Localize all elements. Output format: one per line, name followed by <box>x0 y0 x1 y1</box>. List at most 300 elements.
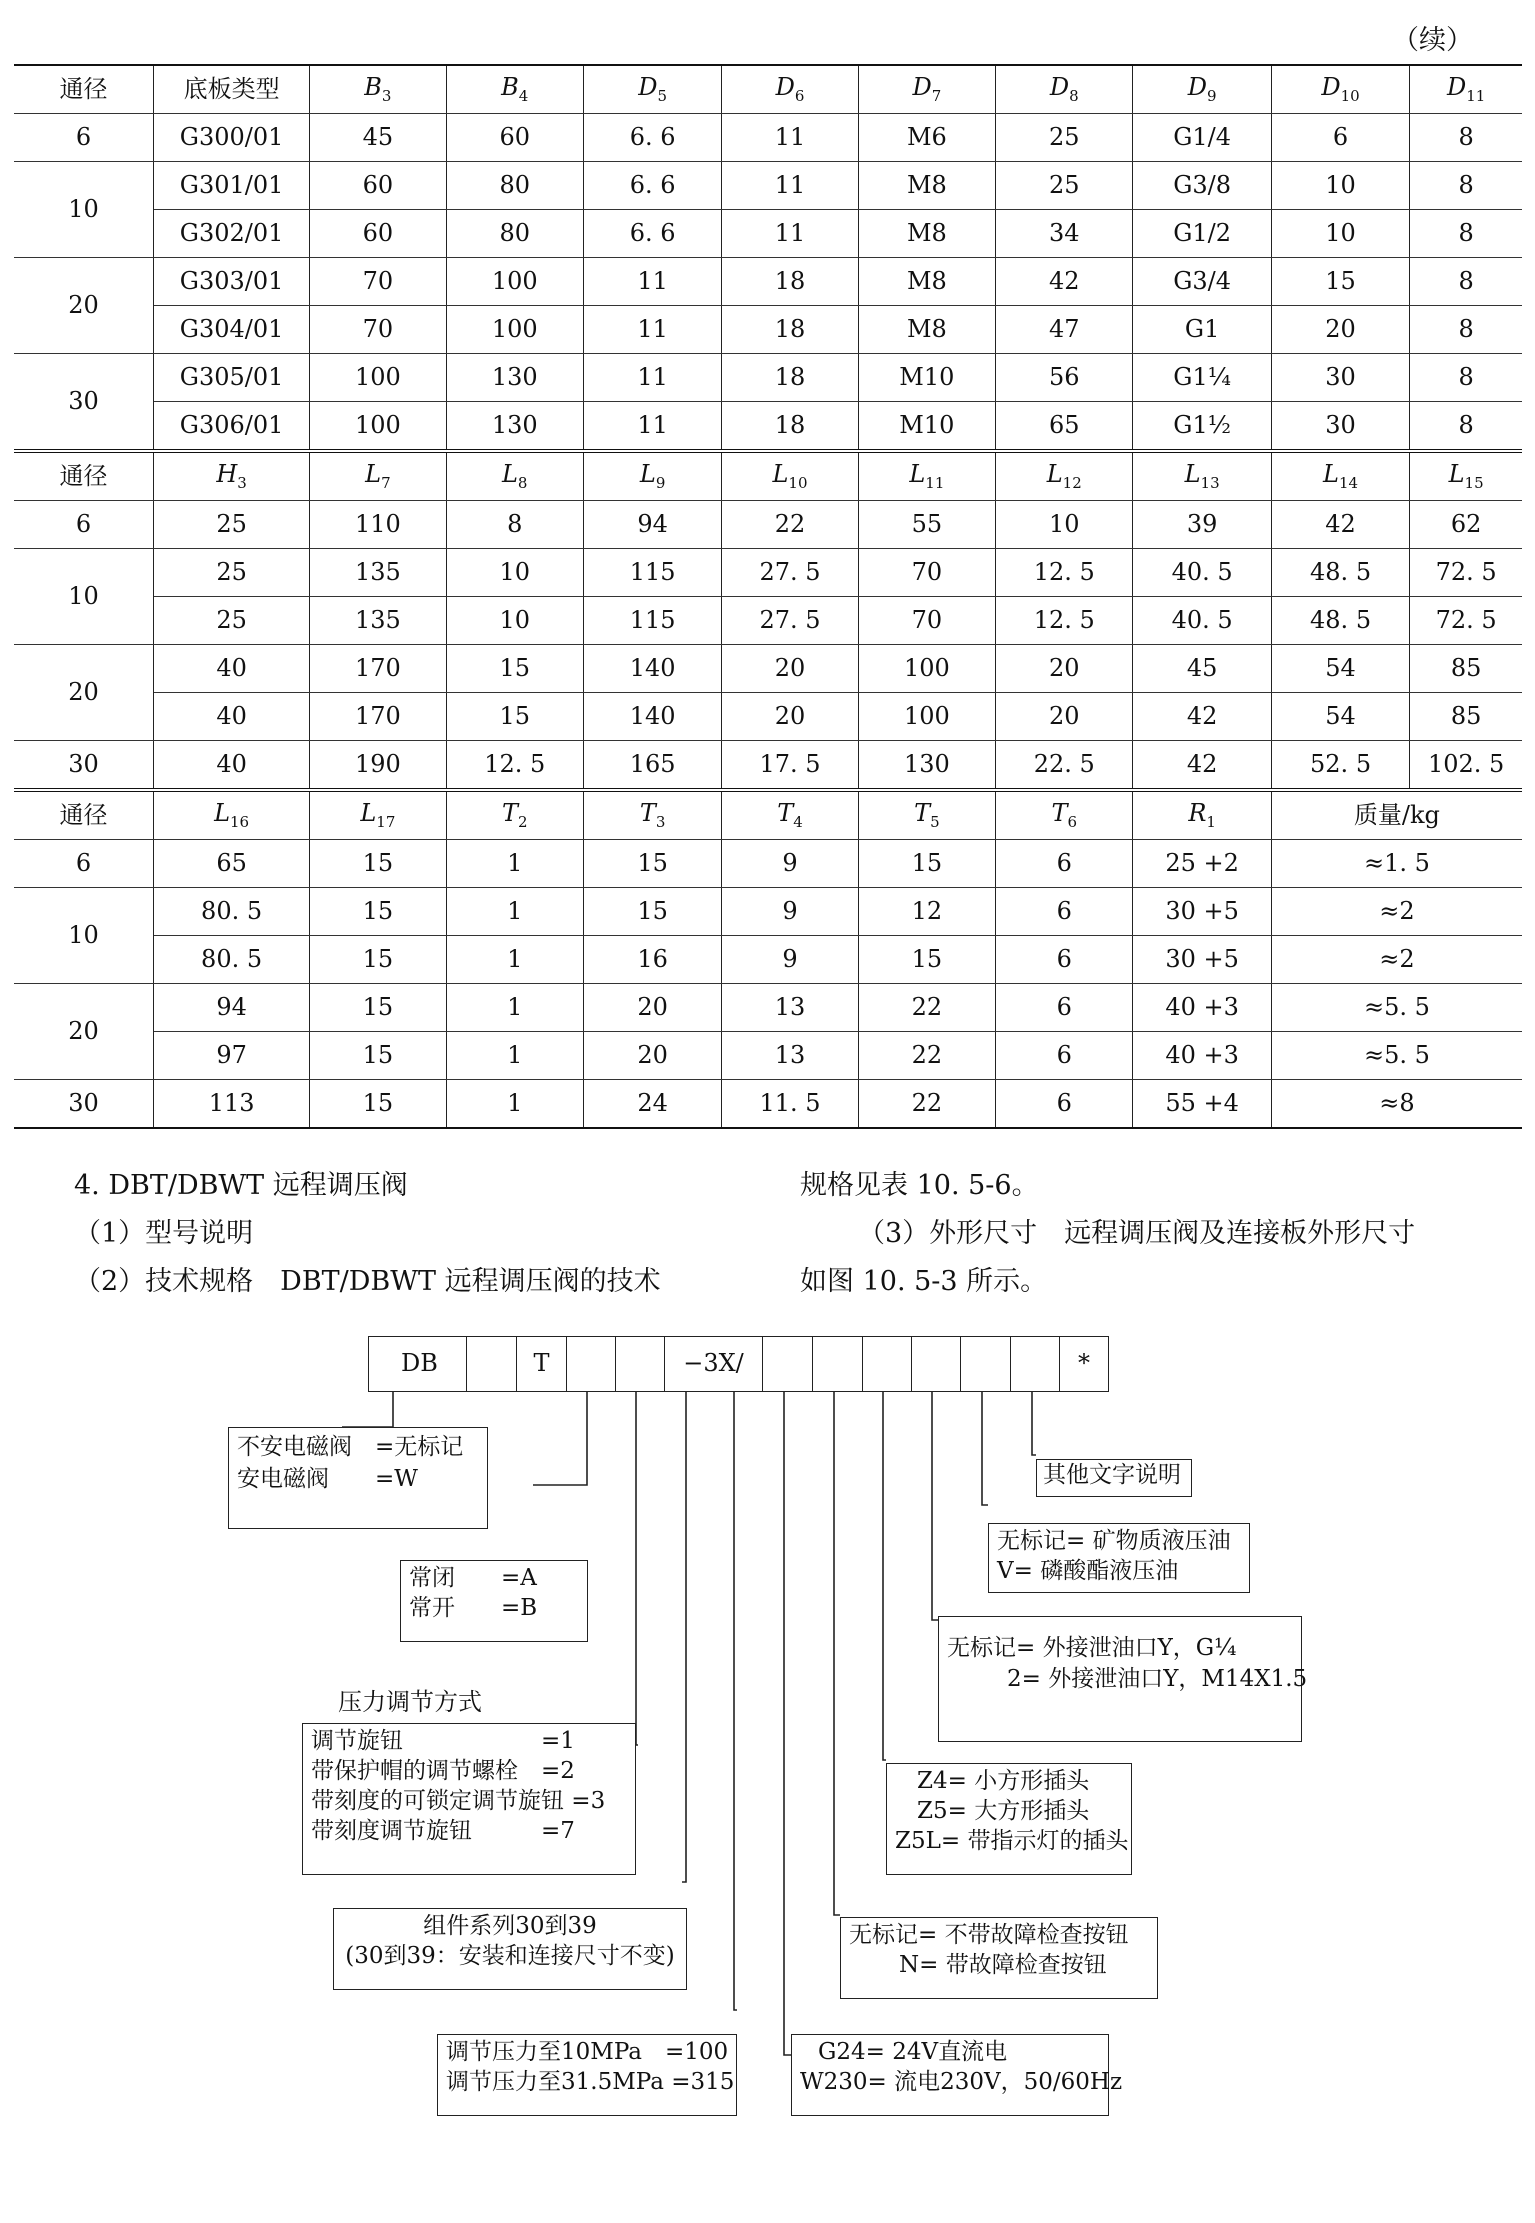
size-cell: 6 <box>14 501 153 549</box>
drain-option-box <box>938 1616 1308 1742</box>
table-cell: 6 <box>1271 114 1409 162</box>
table-cell: 8 <box>446 501 583 549</box>
column-header: 通径 <box>14 451 153 501</box>
table-cell: 10 <box>1271 210 1409 258</box>
table-cell: M10 <box>858 354 995 402</box>
table-cell: 62 <box>1410 501 1522 549</box>
option-line: 无标记= 不带故障检查按钮 <box>849 1922 1129 1948</box>
table-cell: ≈5. 5 <box>1271 984 1522 1032</box>
table-cell: 130 <box>858 741 995 791</box>
symbol-subscript: 6 <box>1067 813 1078 832</box>
table-cell: M8 <box>858 258 995 306</box>
table-cell: 15 <box>310 984 446 1032</box>
adjust-mode-box <box>302 1723 636 1875</box>
table-cell: 10 <box>1271 162 1409 210</box>
table-cell: 10 <box>446 549 583 597</box>
table-cell: 12 <box>858 888 995 936</box>
table-cell: 11 <box>583 402 721 452</box>
symbol-subscript: 4 <box>793 813 803 832</box>
table-cell: 65 <box>996 402 1133 452</box>
option-line: G24= 24V直流电 <box>818 2039 1008 2065</box>
code-cell <box>615 1336 665 1392</box>
symbol: L <box>501 460 518 489</box>
table-cell: 100 <box>446 258 583 306</box>
table-cell: 15 <box>446 693 583 741</box>
table-cell: 40 +3 <box>1133 984 1271 1032</box>
table-cell: 56 <box>996 354 1133 402</box>
table-cell: 42 <box>1133 693 1271 741</box>
symbol: D <box>1049 73 1070 102</box>
table-cell: 45 <box>310 114 446 162</box>
symbol: T <box>914 799 931 828</box>
table-cell: ≈5. 5 <box>1271 1032 1522 1080</box>
option-line: V= 磷酸酯液压油 <box>997 1557 1179 1584</box>
table-cell: 6 <box>996 888 1133 936</box>
symbol: R <box>1188 799 1207 828</box>
symbol: T <box>1051 799 1068 828</box>
table-cell: 25 <box>153 549 309 597</box>
continued-label: （续） <box>1392 25 1473 56</box>
symbol-subscript: 2 <box>517 813 528 832</box>
table-cell: 94 <box>153 984 309 1032</box>
symbol-subscript: 10 <box>1340 87 1360 106</box>
option-line: 常开 =B <box>409 1594 538 1621</box>
table-cell: G3/8 <box>1133 162 1271 210</box>
table-cell: M6 <box>858 114 995 162</box>
other-text-box <box>1036 1459 1192 1497</box>
symbol: B <box>501 73 519 102</box>
table-cell: G1¼ <box>1133 354 1271 402</box>
symbol-subscript: 5 <box>657 87 668 106</box>
symbol-subscript: 11 <box>925 474 945 493</box>
table-cell: 15 <box>583 888 721 936</box>
table-cell: 70 <box>310 258 446 306</box>
table-cell: G1 <box>1133 306 1271 354</box>
size-cell: 30 <box>14 354 153 452</box>
table-cell: 110 <box>310 501 446 549</box>
option-line: Z5= 大方形插头 <box>917 1797 1090 1824</box>
size-cell: 30 <box>14 1080 153 1129</box>
table-cell: 12. 5 <box>996 549 1133 597</box>
table-cell: 20 <box>722 693 858 741</box>
table-cell: 135 <box>310 549 446 597</box>
plug-option-box <box>886 1763 1132 1875</box>
table-cell: 140 <box>583 645 721 693</box>
table-cell: 22 <box>858 1080 995 1129</box>
table-cell: 8 <box>1410 114 1522 162</box>
option-line: 无标记= 矿物质液压油 <box>997 1528 1231 1554</box>
table-cell: 27. 5 <box>722 549 858 597</box>
size-cell: 10 <box>14 888 153 984</box>
table-cell: 8 <box>1410 258 1522 306</box>
option-line: 不安电磁阀 =无标记 <box>237 1434 464 1460</box>
table-cell: 55 <box>858 501 995 549</box>
symbol: D <box>1446 73 1467 102</box>
symbol: L <box>1323 460 1339 489</box>
column-header: 通径 <box>14 790 153 840</box>
size-cell: 10 <box>14 549 153 645</box>
table-cell: G303/01 <box>153 258 309 306</box>
table-cell: 48. 5 <box>1271 549 1409 597</box>
table-cell: 11 <box>722 210 858 258</box>
table-cell: 65 <box>153 840 309 888</box>
table-cell: 11 <box>583 258 721 306</box>
table-cell: 20 <box>996 693 1133 741</box>
size-cell: 20 <box>14 645 153 741</box>
table-cell: G306/01 <box>153 402 309 452</box>
symbol-subscript: 3 <box>381 87 392 106</box>
symbol: L <box>214 799 231 828</box>
table-cell: 39 <box>1133 501 1271 549</box>
column-header: 底板类型 <box>153 65 309 114</box>
table-cell: 34 <box>996 210 1133 258</box>
table-cell: 60 <box>310 210 446 258</box>
table-cell: 11 <box>583 306 721 354</box>
table-cell: 54 <box>1271 693 1409 741</box>
table-cell: M10 <box>858 402 995 452</box>
code-cell <box>812 1336 863 1392</box>
table-cell: 54 <box>1271 645 1409 693</box>
table-cell: 130 <box>446 354 583 402</box>
table-cell: 6. 6 <box>583 114 721 162</box>
table-cell: 13 <box>722 1032 858 1080</box>
symbol-subscript: 6 <box>794 87 805 106</box>
table-cell: 18 <box>722 402 858 452</box>
solenoid-option-box <box>228 1427 488 1529</box>
para-spec-ref: 规格见表 10. 5-6。 <box>800 1170 1039 1201</box>
table-cell: 20 <box>996 645 1133 693</box>
symbol: D <box>1321 73 1341 102</box>
table-cell: 40 <box>153 693 309 741</box>
table-cell: 17. 5 <box>722 741 858 791</box>
table-cell: 52. 5 <box>1271 741 1409 791</box>
table-cell: 130 <box>446 402 583 452</box>
symbol-subscript: 10 <box>788 474 808 493</box>
table-cell: 22. 5 <box>996 741 1133 791</box>
option-line: 安电磁阀 =W <box>237 1466 418 1493</box>
table-cell: 15 <box>310 1080 446 1129</box>
symbol: L <box>1448 460 1465 489</box>
para-model-note: （1）型号说明 <box>74 1218 254 1249</box>
symbol-subscript: 12 <box>1062 474 1082 493</box>
symbol: L <box>772 460 789 489</box>
table-cell: 40 <box>153 741 309 791</box>
table-cell: 94 <box>583 501 721 549</box>
table-cell: ≈1. 5 <box>1271 840 1522 888</box>
table-cell: 97 <box>153 1032 309 1080</box>
symbol-subscript: 15 <box>1464 474 1484 493</box>
table-cell: 190 <box>310 741 446 791</box>
table-cell: 27. 5 <box>722 597 858 645</box>
symbol-subscript: 11 <box>1466 87 1486 106</box>
option-line: W230= 流电230V，50/60Hz <box>800 2068 1123 2095</box>
table-cell: G300/01 <box>153 114 309 162</box>
code-cell: T <box>516 1336 567 1392</box>
table-cell: 85 <box>1410 693 1522 741</box>
symbol-subscript: 4 <box>518 87 529 106</box>
table-cell: 80 <box>446 210 583 258</box>
table-cell: 20 <box>583 984 721 1032</box>
symbol: B <box>364 73 382 102</box>
table-cell: 11 <box>583 354 721 402</box>
table-cell: 47 <box>996 306 1133 354</box>
code-cell <box>911 1336 961 1392</box>
option-line: 2= 外接泄油口Y，M14X1.5 <box>1007 1666 1308 1693</box>
table-cell: 100 <box>858 645 995 693</box>
symbol-subscript: 5 <box>930 813 940 832</box>
symbol-subscript: 3 <box>237 474 247 493</box>
table-cell: 9 <box>722 840 858 888</box>
table-cell: 20 <box>583 1032 721 1080</box>
table-cell: 12. 5 <box>446 741 583 791</box>
table-cell: 1 <box>446 888 583 936</box>
table-cell: 9 <box>722 888 858 936</box>
option-line: 无标记= 外接泄油口Y，G¼ <box>947 1635 1237 1661</box>
option-line: 带刻度调节旋钮 =7 <box>311 1817 575 1844</box>
symbol: L <box>1046 460 1063 489</box>
table-cell: 80. 5 <box>153 888 309 936</box>
table-cell: 8 <box>1410 402 1522 452</box>
table-cell: G1/4 <box>1133 114 1271 162</box>
table-cell: ≈8 <box>1271 1080 1522 1129</box>
symbol: L <box>909 460 926 489</box>
table-cell: 22 <box>722 501 858 549</box>
table-cell: 115 <box>583 597 721 645</box>
table-cell: M8 <box>858 306 995 354</box>
fluid-option-box <box>988 1523 1250 1593</box>
table-cell: 11. 5 <box>722 1080 858 1129</box>
table-cell: 170 <box>310 645 446 693</box>
table-cell: G301/01 <box>153 162 309 210</box>
para-dimensions: （3）外形尺寸 远程调压阀及连接板外形尺寸 <box>858 1218 1416 1249</box>
table-cell: G3/4 <box>1133 258 1271 306</box>
symbol-subscript: 17 <box>376 813 396 832</box>
normal-state-box <box>400 1560 588 1642</box>
table-cell: 1 <box>446 840 583 888</box>
table-cell: G1/2 <box>1133 210 1271 258</box>
table-cell: 15 <box>583 840 721 888</box>
option-line: 带刻度的可锁定调节旋钮 =3 <box>311 1787 606 1814</box>
table-cell: 15 <box>446 645 583 693</box>
adjust-mode-title: 压力调节方式 <box>338 1688 482 1716</box>
table-cell: 18 <box>722 306 858 354</box>
table-cell: 11 <box>722 162 858 210</box>
symbol-subscript: 16 <box>230 813 250 832</box>
symbol: L <box>639 460 656 489</box>
symbol-subscript: 8 <box>1069 87 1079 106</box>
table-cell: 30 <box>1271 402 1409 452</box>
table-cell: G305/01 <box>153 354 309 402</box>
table-cell: 8 <box>1410 306 1522 354</box>
table-cell: ≈2 <box>1271 888 1522 936</box>
code-cell <box>1010 1336 1060 1392</box>
table-cell: 135 <box>310 597 446 645</box>
section-heading: 4. DBT/DBWT 远程调压阀 <box>74 1170 408 1201</box>
column-header: 质量/kg <box>1271 790 1522 840</box>
table-cell: 100 <box>310 354 446 402</box>
symbol-subscript: 9 <box>655 474 666 493</box>
symbol: D <box>775 73 795 102</box>
table-cell: G304/01 <box>153 306 309 354</box>
table-cell: 22 <box>858 1032 995 1080</box>
table-cell: 12. 5 <box>996 597 1133 645</box>
table-cell: 85 <box>1410 645 1522 693</box>
table-cell: 1 <box>446 1080 583 1129</box>
code-cell: DB <box>368 1336 467 1392</box>
option-line: Z5L= 带指示灯的插头 <box>895 1827 1129 1854</box>
table-cell: 20 <box>1271 306 1409 354</box>
table-cell: 18 <box>722 258 858 306</box>
code-cell: −3X/ <box>664 1336 763 1392</box>
symbol: H <box>216 460 238 489</box>
symbol: T <box>777 799 794 828</box>
option-line: 调节压力至31.5MPa =315 <box>446 2068 735 2095</box>
table-cell: 40. 5 <box>1133 549 1271 597</box>
table-cell: 30 +5 <box>1133 888 1271 936</box>
table-cell: 16 <box>583 936 721 984</box>
symbol: L <box>360 799 377 828</box>
size-cell: 30 <box>14 741 153 791</box>
symbol: T <box>501 799 518 828</box>
symbol: D <box>638 73 658 102</box>
table-cell: 30 <box>1271 354 1409 402</box>
table-cell: 100 <box>446 306 583 354</box>
table-cell: 11 <box>722 114 858 162</box>
symbol: D <box>1187 73 1207 102</box>
table-cell: 1 <box>446 936 583 984</box>
table-cell: 42 <box>1271 501 1409 549</box>
table-cell: 70 <box>310 306 446 354</box>
para-tech-spec: （2）技术规格 DBT/DBWT 远程调压阀的技术 <box>74 1266 661 1297</box>
option-line: Z4= 小方形插头 <box>917 1768 1090 1794</box>
table-cell: 100 <box>310 402 446 452</box>
symbol-subscript: 1 <box>1206 813 1216 832</box>
symbol-subscript: 7 <box>931 87 942 106</box>
table-cell: 24 <box>583 1080 721 1129</box>
table-cell: 15 <box>858 840 995 888</box>
symbol-subscript: 7 <box>381 474 391 493</box>
code-cell <box>466 1336 517 1392</box>
table-cell: 115 <box>583 549 721 597</box>
table-cell: G1½ <box>1133 402 1271 452</box>
table-cell: 72. 5 <box>1410 597 1522 645</box>
symbol: L <box>1184 460 1201 489</box>
table-cell: 8 <box>1410 210 1522 258</box>
table-cell: 6 <box>996 1032 1133 1080</box>
symbol-subscript: 9 <box>1206 87 1217 106</box>
table-cell: 8 <box>1410 162 1522 210</box>
table-cell: G302/01 <box>153 210 309 258</box>
voltage-box <box>791 2034 1123 2116</box>
size-cell: 20 <box>14 984 153 1080</box>
table-cell: 15 <box>310 888 446 936</box>
table-cell: 1 <box>446 984 583 1032</box>
table-cell: 6 <box>996 1080 1133 1129</box>
code-cell <box>762 1336 813 1392</box>
table-cell: 13 <box>722 984 858 1032</box>
option-line: 常闭 =A <box>409 1565 537 1591</box>
table-cell: 18 <box>722 354 858 402</box>
column-header: 通径 <box>14 65 153 114</box>
table-cell: 80 <box>446 162 583 210</box>
table-cell: M8 <box>858 162 995 210</box>
option-line: 调节旋钮 =1 <box>311 1728 575 1754</box>
table-cell: 165 <box>583 741 721 791</box>
option-line: 带保护帽的调节螺栓 =2 <box>311 1757 575 1784</box>
option-line: 其他文字说明 <box>1043 1462 1181 1488</box>
table-cell: 42 <box>996 258 1133 306</box>
table-cell: 8 <box>1410 354 1522 402</box>
table-cell: 25 <box>153 501 309 549</box>
table-cell: 15 <box>310 1032 446 1080</box>
size-cell: 10 <box>14 162 153 258</box>
symbol-subscript: 8 <box>517 474 528 493</box>
table-cell: 102. 5 <box>1410 741 1522 791</box>
table-cell: 25 <box>996 162 1133 210</box>
symbol-subscript: 13 <box>1200 474 1220 493</box>
fault-button-box <box>840 1917 1158 1999</box>
symbol-subscript: 14 <box>1338 474 1359 493</box>
table-cell: 6. 6 <box>583 162 721 210</box>
table-cell: 10 <box>446 597 583 645</box>
table-cell: 170 <box>310 693 446 741</box>
symbol: L <box>365 460 382 489</box>
table-cell: 6 <box>996 936 1133 984</box>
symbol-subscript: 3 <box>655 813 666 832</box>
table-cell: 40 <box>153 645 309 693</box>
option-line: (30到39：安装和连接尺寸不变) <box>345 1942 675 1969</box>
code-cell <box>862 1336 912 1392</box>
table-cell: 20 <box>722 645 858 693</box>
table-cell: 1 <box>446 1032 583 1080</box>
table-cell: 113 <box>153 1080 309 1129</box>
table-cell: 6. 6 <box>583 210 721 258</box>
para-figure-ref: 如图 10. 5-3 所示。 <box>800 1266 1048 1297</box>
code-cell <box>960 1336 1011 1392</box>
table-cell: 30 +5 <box>1133 936 1271 984</box>
code-cell: * <box>1059 1336 1109 1392</box>
size-cell: 6 <box>14 840 153 888</box>
table-cell: 140 <box>583 693 721 741</box>
size-cell: 20 <box>14 258 153 354</box>
table-cell: 70 <box>858 597 995 645</box>
table-cell: 22 <box>858 984 995 1032</box>
table-cell: 15 <box>1271 258 1409 306</box>
table-cell: 60 <box>446 114 583 162</box>
table-cell: 15 <box>310 936 446 984</box>
table-cell: 6 <box>996 840 1133 888</box>
table-cell: 45 <box>1133 645 1271 693</box>
series-box <box>333 1908 687 1990</box>
table-cell: 40. 5 <box>1133 597 1271 645</box>
table-cell: 48. 5 <box>1271 597 1409 645</box>
code-cell <box>566 1336 616 1392</box>
table-cell: M8 <box>858 210 995 258</box>
table-cell: 15 <box>310 840 446 888</box>
table-cell: 100 <box>858 693 995 741</box>
table-cell: 60 <box>310 162 446 210</box>
table-cell: 10 <box>996 501 1133 549</box>
table-cell: 42 <box>1133 741 1271 791</box>
table-cell: 72. 5 <box>1410 549 1522 597</box>
table-cell: 40 +3 <box>1133 1032 1271 1080</box>
table-cell: 25 <box>996 114 1133 162</box>
option-line: N= 带故障检查按钮 <box>899 1951 1107 1978</box>
table-cell: 55 +4 <box>1133 1080 1271 1129</box>
table-cell: 15 <box>858 936 995 984</box>
table-cell: 70 <box>858 549 995 597</box>
pressure-range-box <box>437 2034 737 2116</box>
